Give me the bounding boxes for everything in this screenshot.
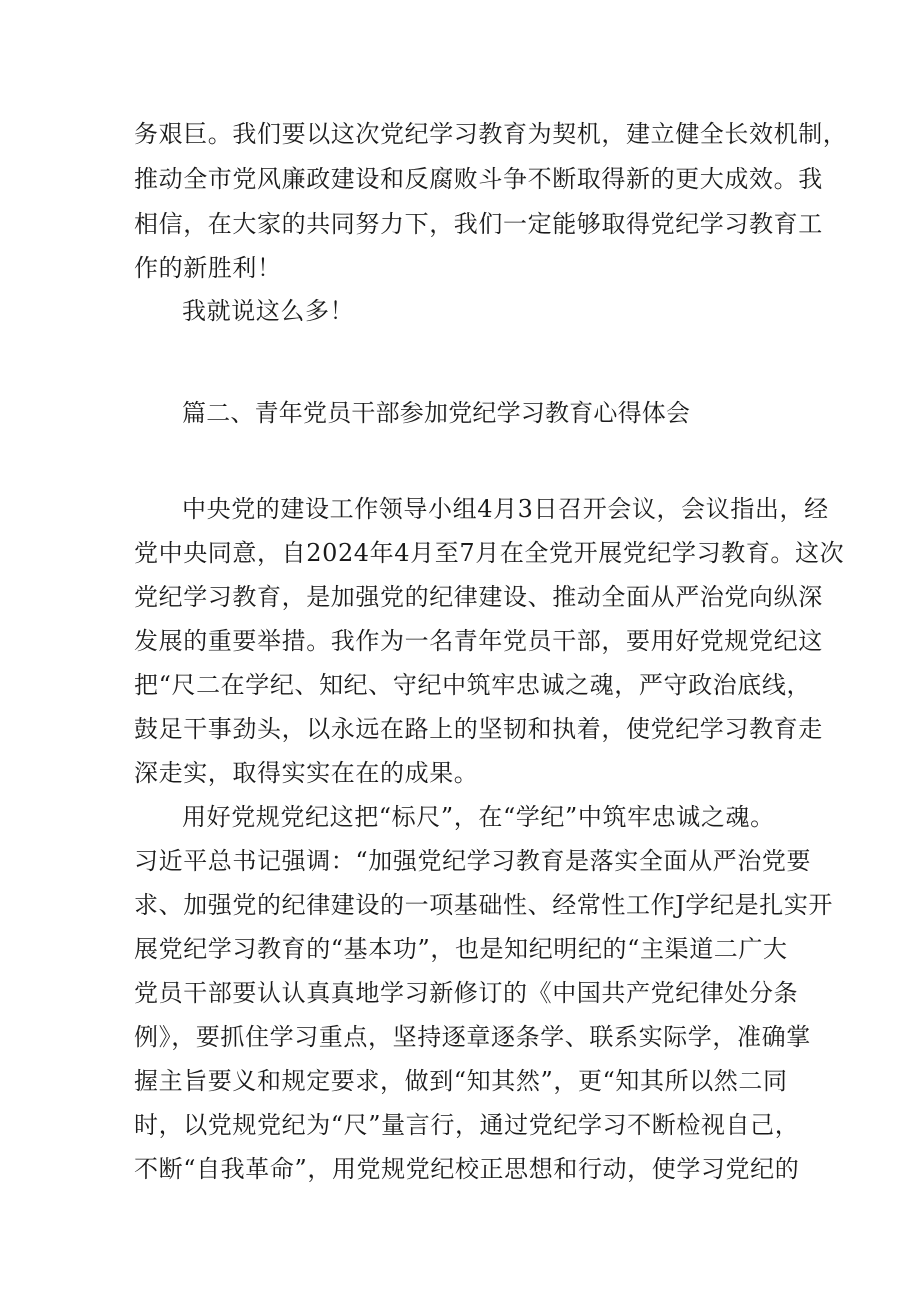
text-line: 党纪学习教育，是加强党的纪律建设、推动全面从严治党向纵深 <box>134 583 823 611</box>
text-line: 相信，在大家的共同努力下，我们一定能够取得党纪学习教育工 <box>134 210 823 238</box>
text-line: 中央党的建设工作领导小组4月3日召开会议，会议指出，经 <box>182 495 829 523</box>
text-line: 把“尺二在学纪、知纪、守纪中筑牢忠诚之魂，严守政治底线， <box>134 671 812 699</box>
text-line: 鼓足干事劲头，以永远在路上的坚韧和执着，使党纪学习教育走 <box>134 715 823 743</box>
text-line: 例》，要抓住学习重点，坚持逐章逐条学、联系实际学，准确掌 <box>134 1023 811 1051</box>
text-line: 展党纪学习教育的“基本功”，也是知纪明纪的“主渠道二广大 <box>134 935 788 963</box>
text-line: 深走实，取得实实在在的成果。 <box>134 759 479 787</box>
section-title: 篇二、青年党员干部参加党纪学习教育心得体会 <box>182 399 691 427</box>
text-line: 不断“自我革命”，用党规党纪校正思想和行动，使学习党纪的 <box>134 1155 800 1183</box>
text-line: 务艰巨。我们要以这次党纪学习教育为契机，建立健全长效机制， <box>134 120 848 148</box>
text-line: 发展的重要举措。我作为一名青年党员干部，要用好党规党纪这 <box>134 627 823 655</box>
text-line: 用好党规党纪这把“标尺”，在“学纪”中筑牢忠诚之魂。 <box>182 803 775 831</box>
text-line: 党员干部要认认真真地学习新修订的《中国共产党纪律处分条 <box>134 979 799 1007</box>
text-line: 习近平总书记强调：“加强党纪学习教育是落实全面从严治党要 <box>134 847 812 875</box>
text-line: 推动全市党风廉政建设和反腐败斗争不断取得新的更大成效。我 <box>134 165 823 193</box>
text-line: 党中央同意，自2024年4月至7月在全党开展党纪学习教育。这次 <box>134 539 845 567</box>
text-line: 时，以党规党纪为“尺”量言行，通过党纪学习不断检视自己， <box>134 1111 800 1139</box>
text-line: 作的新胜利！ <box>134 254 282 282</box>
closing-line: 我就说这么多！ <box>182 297 355 325</box>
text-line: 握主旨要义和规定要求，做到“知其然”，更“知其所以然二同 <box>134 1067 788 1095</box>
text-line: 求、加强党的纪律建设的一项基础性、经常性工作J学纪是扎实开 <box>134 891 834 919</box>
